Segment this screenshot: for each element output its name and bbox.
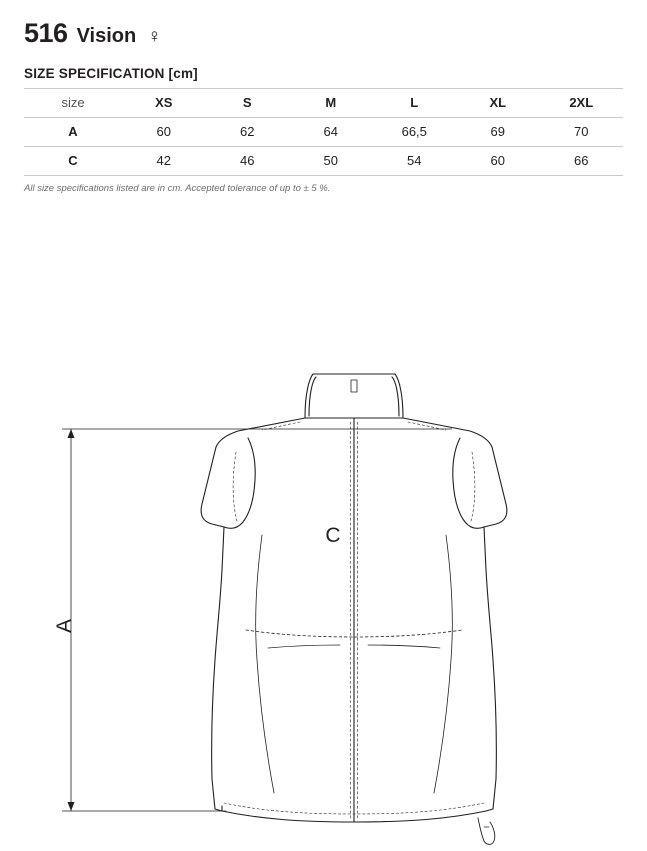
table-col-xs: XS	[122, 89, 206, 118]
cell-a-s: 62	[206, 118, 290, 147]
cell-c-s: 46	[206, 147, 290, 176]
size-specification-title: SIZE SPECIFICATION [cm]	[24, 66, 198, 81]
row-label-c: C	[24, 147, 122, 176]
cell-a-l: 66,5	[373, 118, 457, 147]
cell-a-m: 64	[289, 118, 373, 147]
table-col-s: S	[206, 89, 290, 118]
product-header	[24, 0, 623, 49]
dimension-c-label: C	[325, 524, 341, 547]
tolerance-note: All size specifications listed are in cm. Accepted tolerance of up to ± 5 %.	[24, 183, 331, 194]
cell-c-2xl: 66	[540, 147, 624, 176]
table-row	[24, 118, 623, 147]
cell-c-xs: 42	[122, 147, 206, 176]
cell-a-2xl: 70	[540, 118, 624, 147]
cell-c-m: 50	[289, 147, 373, 176]
female-gender-icon: ♀	[147, 26, 162, 47]
row-label-a: A	[24, 118, 122, 147]
dimension-a-label: A	[53, 618, 76, 634]
table-col-m: M	[289, 89, 373, 118]
dimension-a-line	[62, 429, 452, 811]
table-col-xl: XL	[456, 89, 540, 118]
cell-a-xs: 60	[122, 118, 206, 147]
product-code: 516	[24, 18, 68, 48]
garment-technical-drawing	[0, 330, 647, 851]
table-corner-label: size	[24, 89, 122, 118]
cell-a-xl: 69	[456, 118, 540, 147]
cell-c-l: 54	[373, 147, 457, 176]
table-col-l: L	[373, 89, 457, 118]
product-name: Vision	[76, 25, 137, 47]
table-header-row	[24, 89, 623, 118]
table-row	[24, 147, 623, 176]
size-specification-table	[24, 88, 623, 176]
table-col-2xl: 2XL	[540, 89, 624, 118]
cell-c-xl: 60	[456, 147, 540, 176]
